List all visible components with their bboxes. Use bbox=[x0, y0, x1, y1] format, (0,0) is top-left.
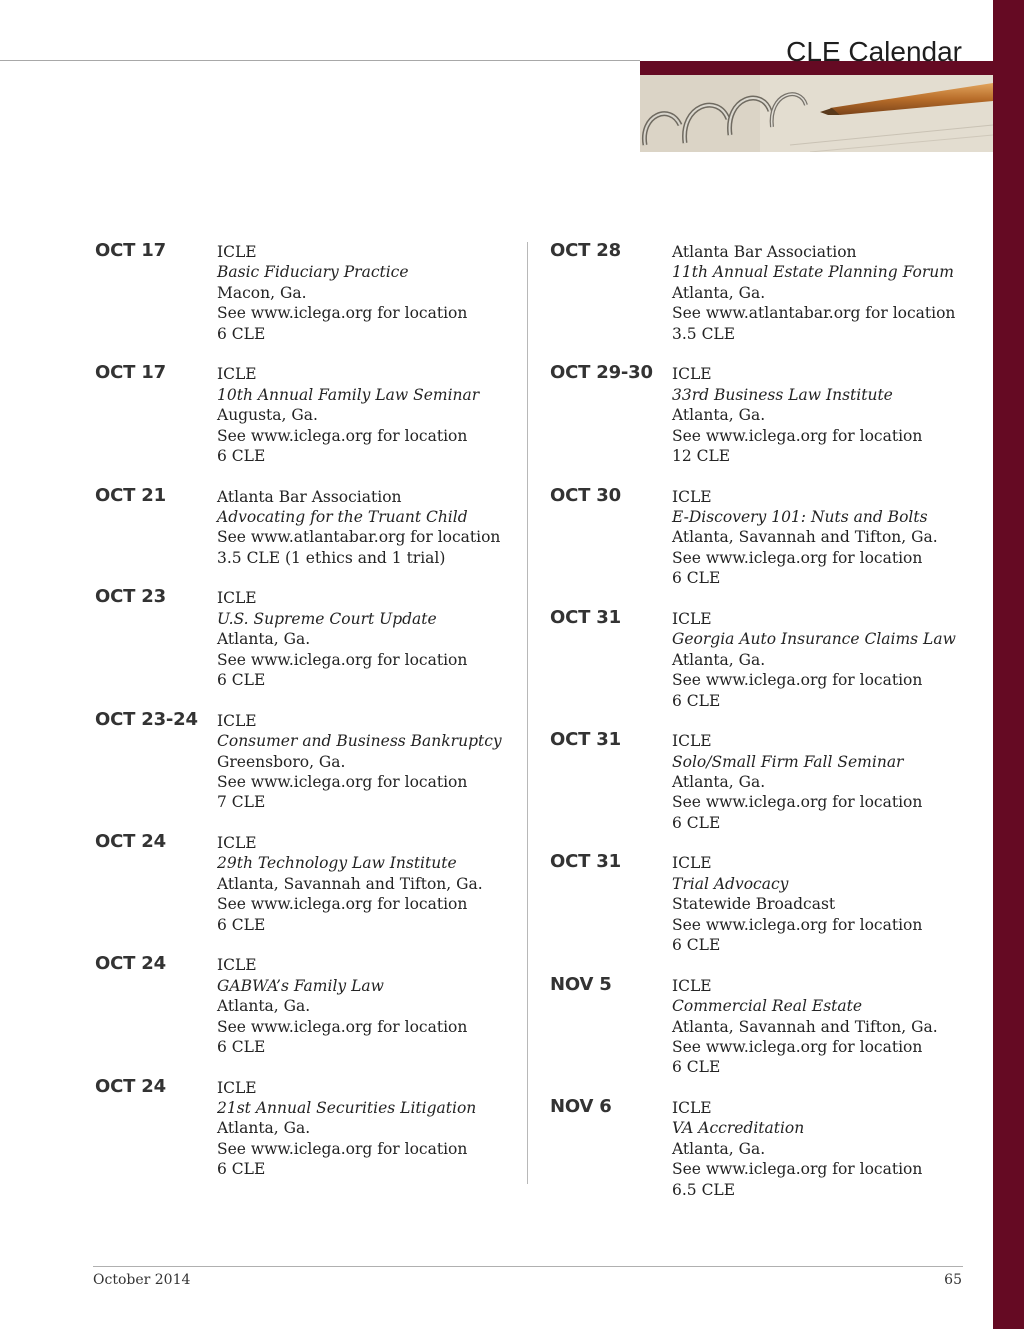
event-date: OCT 31 bbox=[550, 851, 621, 873]
event-date: OCT 28 bbox=[550, 240, 621, 261]
event-details bbox=[672, 976, 992, 1078]
event-details bbox=[217, 487, 537, 569]
event-organizer: ICLE bbox=[217, 589, 257, 608]
event-title: Georgia Auto Insurance Claims Law bbox=[672, 630, 956, 649]
event-details bbox=[217, 364, 537, 466]
event-details bbox=[217, 711, 537, 813]
event-organizer: ICLE bbox=[672, 1099, 712, 1118]
event-location: Atlanta, Ga. bbox=[217, 1119, 311, 1138]
event-credits: 6 CLE bbox=[217, 1038, 266, 1056]
event-credits: 6 CLE bbox=[217, 446, 266, 465]
event-website: See www.iclega.org for location bbox=[217, 304, 468, 323]
event-title: VA Accreditation bbox=[672, 1119, 805, 1138]
accent-side-bar bbox=[993, 0, 1024, 1329]
event-credits: 6 CLE bbox=[672, 569, 721, 588]
event-title: GABWA’s Family Law bbox=[217, 976, 384, 995]
event-location: Atlanta, Ga. bbox=[217, 630, 311, 649]
event-entry bbox=[550, 485, 990, 607]
event-entry bbox=[550, 974, 990, 1096]
event-location: Atlanta, Savannah and Tifton, Ga. bbox=[672, 528, 938, 547]
event-date: NOV 5 bbox=[550, 973, 612, 995]
event-location: Atlanta, Ga. bbox=[217, 997, 311, 1016]
event-date: OCT 30 bbox=[550, 484, 621, 506]
event-website: See www.iclega.org for location bbox=[217, 1017, 468, 1036]
event-location: Atlanta, Savannah and Tifton, Ga. bbox=[672, 1017, 938, 1036]
event-title: Consumer and Business Bankruptcy bbox=[217, 732, 502, 751]
event-website: See www.iclega.org for location bbox=[217, 773, 468, 791]
event-details bbox=[217, 833, 537, 935]
event-date: OCT 31 bbox=[550, 606, 621, 628]
event-organizer: ICLE bbox=[672, 854, 712, 873]
event-entry bbox=[95, 485, 535, 587]
event-credits: 6 CLE bbox=[672, 813, 721, 832]
event-organizer: ICLE bbox=[672, 365, 712, 384]
event-entry bbox=[95, 831, 535, 953]
event-credits: 6 CLE bbox=[672, 691, 721, 710]
event-credits: 6 CLE bbox=[672, 1058, 721, 1077]
event-date: OCT 29-30 bbox=[550, 362, 653, 384]
event-title: 10th Annual Family Law Seminar bbox=[217, 385, 480, 404]
event-date: OCT 31 bbox=[550, 729, 621, 751]
event-date: OCT 17 bbox=[95, 240, 166, 261]
event-credits: 3.5 CLE (1 ethics and 1 trial) bbox=[217, 548, 446, 567]
event-website: See www.iclega.org for location bbox=[217, 650, 468, 669]
event-location: Atlanta, Savannah and Tifton, Ga. bbox=[217, 874, 483, 893]
event-details bbox=[672, 487, 992, 589]
event-organizer: ICLE bbox=[217, 1078, 257, 1097]
event-website: See www.atlantabar.org for location bbox=[672, 304, 956, 323]
event-organizer: Atlanta Bar Association bbox=[217, 487, 402, 506]
event-details bbox=[672, 1098, 992, 1200]
event-title: 29th Technology Law Institute bbox=[217, 854, 457, 873]
event-entry bbox=[95, 1076, 535, 1198]
event-credits: 6 CLE bbox=[217, 324, 266, 343]
event-date: OCT 24 bbox=[95, 831, 166, 853]
event-details bbox=[672, 242, 992, 344]
event-credits: 6 CLE bbox=[217, 1160, 266, 1179]
event-date: OCT 23-24 bbox=[95, 708, 198, 730]
page-number: 65 bbox=[944, 1272, 962, 1288]
footer-rule bbox=[93, 1266, 963, 1267]
event-entry bbox=[95, 709, 535, 831]
event-entry bbox=[550, 607, 990, 729]
event-website: See www.iclega.org for location bbox=[672, 426, 923, 445]
event-location: Atlanta, Ga. bbox=[672, 650, 766, 669]
event-website: See www.iclega.org for location bbox=[672, 548, 923, 567]
event-organizer: ICLE bbox=[217, 365, 257, 384]
event-entry bbox=[550, 851, 990, 973]
event-details bbox=[217, 242, 537, 344]
event-organizer: ICLE bbox=[217, 243, 257, 261]
event-website: See www.iclega.org for location bbox=[672, 671, 923, 690]
event-entry bbox=[550, 362, 990, 484]
event-details bbox=[672, 609, 992, 711]
event-location: Greensboro, Ga. bbox=[217, 752, 346, 771]
event-location: Atlanta, Ga. bbox=[672, 773, 766, 791]
event-title: 33rd Business Law Institute bbox=[672, 385, 893, 404]
header-rule bbox=[0, 60, 640, 61]
notebook-pen-photo bbox=[640, 75, 993, 152]
event-date: NOV 6 bbox=[550, 1096, 612, 1118]
event-credits: 3.5 CLE bbox=[672, 324, 736, 343]
event-location: Atlanta, Ga. bbox=[672, 1139, 766, 1158]
event-organizer: ICLE bbox=[217, 834, 257, 853]
event-website: See www.atlantabar.org for location bbox=[217, 528, 501, 547]
event-website: See www.iclega.org for location bbox=[217, 1139, 468, 1158]
event-location: Atlanta, Ga. bbox=[672, 406, 766, 425]
event-details bbox=[217, 588, 537, 690]
event-title: U.S. Supreme Court Update bbox=[217, 609, 437, 628]
event-entry bbox=[550, 729, 990, 851]
event-organizer: ICLE bbox=[217, 956, 257, 975]
event-location: Macon, Ga. bbox=[217, 283, 307, 302]
event-details bbox=[672, 364, 992, 466]
event-entry bbox=[95, 953, 535, 1075]
event-location: Atlanta, Ga. bbox=[672, 283, 766, 302]
event-title: 11th Annual Estate Planning Forum bbox=[672, 263, 954, 282]
event-website: See www.iclega.org for location bbox=[672, 1160, 923, 1179]
event-date: OCT 24 bbox=[95, 1075, 166, 1097]
event-credits: 6.5 CLE bbox=[672, 1180, 736, 1199]
event-website: See www.iclega.org for location bbox=[672, 915, 923, 934]
event-location: Statewide Broadcast bbox=[672, 895, 836, 914]
event-details bbox=[672, 731, 992, 833]
event-credits: 12 CLE bbox=[672, 446, 731, 465]
event-entry bbox=[95, 362, 535, 484]
event-date: OCT 21 bbox=[95, 484, 166, 506]
event-date: OCT 17 bbox=[95, 362, 166, 384]
event-title: Commercial Real Estate bbox=[672, 997, 863, 1016]
event-location: Augusta, Ga. bbox=[217, 406, 318, 425]
event-organizer: ICLE bbox=[672, 732, 712, 751]
event-organizer: ICLE bbox=[672, 976, 712, 995]
event-website: See www.iclega.org for location bbox=[672, 793, 923, 812]
event-credits: 6 CLE bbox=[217, 915, 266, 934]
event-credits: 6 CLE bbox=[217, 671, 266, 690]
event-organizer: ICLE bbox=[672, 487, 712, 506]
event-credits: 6 CLE bbox=[672, 936, 721, 955]
event-organizer: ICLE bbox=[672, 609, 712, 628]
left-event-column bbox=[95, 240, 535, 1198]
event-entry bbox=[95, 240, 535, 362]
event-organizer: ICLE bbox=[217, 711, 257, 730]
event-date: OCT 23 bbox=[95, 586, 166, 608]
right-event-column bbox=[550, 240, 990, 1218]
event-title: Solo/Small Firm Fall Seminar bbox=[672, 752, 904, 771]
event-entry bbox=[550, 240, 990, 362]
event-title: Advocating for the Truant Child bbox=[217, 508, 468, 526]
event-date: OCT 24 bbox=[95, 953, 166, 975]
event-title: 21st Annual Securities Litigation bbox=[217, 1099, 477, 1118]
event-title: E-Discovery 101: Nuts and Bolts bbox=[672, 508, 928, 526]
event-title: Basic Fiduciary Practice bbox=[217, 263, 409, 282]
event-details bbox=[217, 1078, 537, 1180]
event-details bbox=[217, 955, 537, 1057]
event-details bbox=[672, 853, 992, 955]
issue-date: October 2014 bbox=[93, 1272, 191, 1288]
event-website: See www.iclega.org for location bbox=[217, 426, 468, 445]
event-website: See www.iclega.org for location bbox=[672, 1038, 923, 1056]
page-title: CLE Calendar bbox=[786, 36, 962, 67]
event-credits: 7 CLE bbox=[217, 793, 266, 812]
event-entry bbox=[95, 586, 535, 708]
event-organizer: Atlanta Bar Association bbox=[672, 243, 857, 261]
event-entry bbox=[550, 1096, 990, 1218]
event-title: Trial Advocacy bbox=[672, 874, 789, 893]
event-website: See www.iclega.org for location bbox=[217, 895, 468, 914]
